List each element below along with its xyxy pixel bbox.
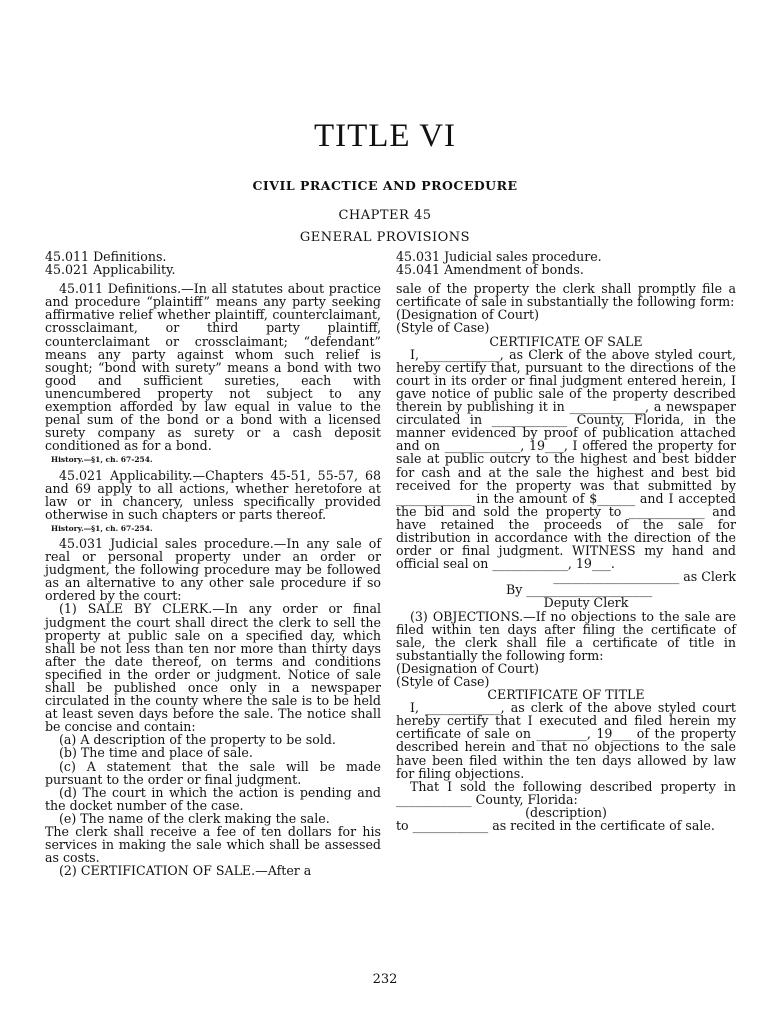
section-45-031: 45.031 Judicial sales procedure.—In any sale of real or personal property under an order or judgment, the following procedure may be followed as an alternative to any other sale procedure if so ordered by the court: xyxy=(45,535,381,604)
section-45-021: 45.021 Applicability.—Chapters 45-51, 55-57, 68 and 69 apply to all actions, whether heretofore at law or in chancery, unless specifically provided otherwise in such chapters or parts thereof. xyxy=(45,467,381,522)
designation-of-court: (Designation of Court) xyxy=(396,307,539,323)
recited-line: to ____________ as recited in the certificate of sale. xyxy=(396,818,715,834)
item-a: (a) A description of the property to be sold. xyxy=(59,732,336,748)
continued-paragraph: sale of the property the clerk shall promptly file a certificate of sale in substantially the following form: xyxy=(396,281,736,310)
subtitle-heading: CIVIL PRACTICE AND PROCEDURE xyxy=(252,178,518,193)
certificate-of-sale-body: I, ____________, as Clerk of the above styled court, hereby certify that, pursuant to the directions of the court in its order or final judgment entered herein, I gave notice of public sale of the property described therein by publishing it in ____________, a newspaper circulated in ____________ County, Florida, in the manner evidenced by proof of publication attached and on ____________, 19___, I offered the property for sale at public outcry to the highest and best bidder for cash and at the sale the highest and best bid received for the property was that submitted by ____________ in the amount of $______ and I accepted the bid and sold the property to ____________ and have retained the proceeds of the sale for distribution in accordance with the direction of the order or final judgment. WITNESS my hand and official seal on ____________, 19___. xyxy=(396,346,736,572)
toc-item: 45.031 Judicial sales procedure. xyxy=(396,249,602,264)
subsection-1: (1) SALE BY CLERK.—In any order or final judgment the court shall direct the clerk to sell the property at public sale on a specified day, which shall be not less than ten nor more than thirty days after the date thereof, on terms and conditions specified in the order or judgment. Notice of sale shall be published once only in a newspaper circulated in the county where the sale is to be held at least seven days before the sale. The notice shall be concise and contain: xyxy=(45,601,381,735)
sold-property-line: That I sold the following described property in ____________ County, Florida: xyxy=(396,778,736,807)
fee-paragraph: The clerk shall receive a fee of ten dollars for his services in making the sale which shall be assessed as costs. xyxy=(45,824,381,866)
toc-item: 45.011 Definitions. xyxy=(45,249,167,264)
history-note: History.—§1, ch. 67-254. xyxy=(51,523,153,533)
certificate-of-title-heading: CERTIFICATE OF TITLE xyxy=(487,687,645,703)
item-c: (c) A statement that the sale will be made pursuant to the order or final judgment. xyxy=(45,758,381,787)
chapter-heading: CHAPTER 45 xyxy=(338,208,432,223)
toc-item: 45.021 Applicability. xyxy=(45,262,176,278)
designation-of-court: (Designation of Court) xyxy=(396,660,539,676)
certificate-of-title-body: I, ____________, as clerk of the above styled court hereby certify that I executed and filed herein my certificate of sale on ________, 19___ of the property described herein and that no objections to the sale have been filed within the ten days allowed by law for filing objections. xyxy=(396,700,736,781)
toc-left xyxy=(45,250,381,276)
chapter-name: GENERAL PROVISIONS xyxy=(299,230,471,245)
toc-right xyxy=(396,250,736,276)
section-45-011: 45.011 Definitions.—In all statutes about practice and procedure “plaintiff” means any party seeking affirmative relief whether plaintiff, counterclaimant, crossclaimant, or third party plaintiff, counterclaimant or crossclaimant; “defendant” means any party against whom such relief is sought; “bond with surety” means a bond with two good and sufficient sureties, each with unencumbered property not subject to any exemption afforded by law equal in value to the penal sum of the bond or a bond with a licensed surety company as surety or a cash deposit conditioned as for a bond. xyxy=(45,281,381,454)
history-note: History.—§1, ch. 67-254. xyxy=(51,455,153,465)
clerk-signature-line: ____________________ as Clerk xyxy=(553,569,736,585)
style-of-case: (Style of Case) xyxy=(396,320,490,336)
certificate-of-sale-heading: CERTIFICATE OF SALE xyxy=(489,333,643,349)
deputy-clerk-label: Deputy Clerk xyxy=(543,595,629,611)
subsection-2: (2) CERTIFICATION OF SALE.—After a xyxy=(59,863,312,879)
item-d: (d) The court in which the action is pending and the docket number of the case. xyxy=(45,784,381,813)
style-of-case: (Style of Case) xyxy=(396,674,490,689)
item-e: (e) The name of the clerk making the sale. xyxy=(59,810,330,826)
page-number: 232 xyxy=(372,972,398,987)
description-label: (description) xyxy=(525,804,607,820)
toc-item: 45.041 Amendment of bonds. xyxy=(396,262,584,278)
title-heading: TITLE VI xyxy=(313,118,457,154)
deputy-signature-line: By ____________________ xyxy=(506,582,653,598)
right-column xyxy=(396,250,736,832)
left-column xyxy=(45,250,381,877)
item-b: (b) The time and place of sale. xyxy=(59,745,253,761)
subsection-3: (3) OBJECTIONS.—If no objections to the sale are filed within ten days after filing the certificate of sale, the clerk shall file a certificate of title in substantially the following form: xyxy=(396,608,736,663)
